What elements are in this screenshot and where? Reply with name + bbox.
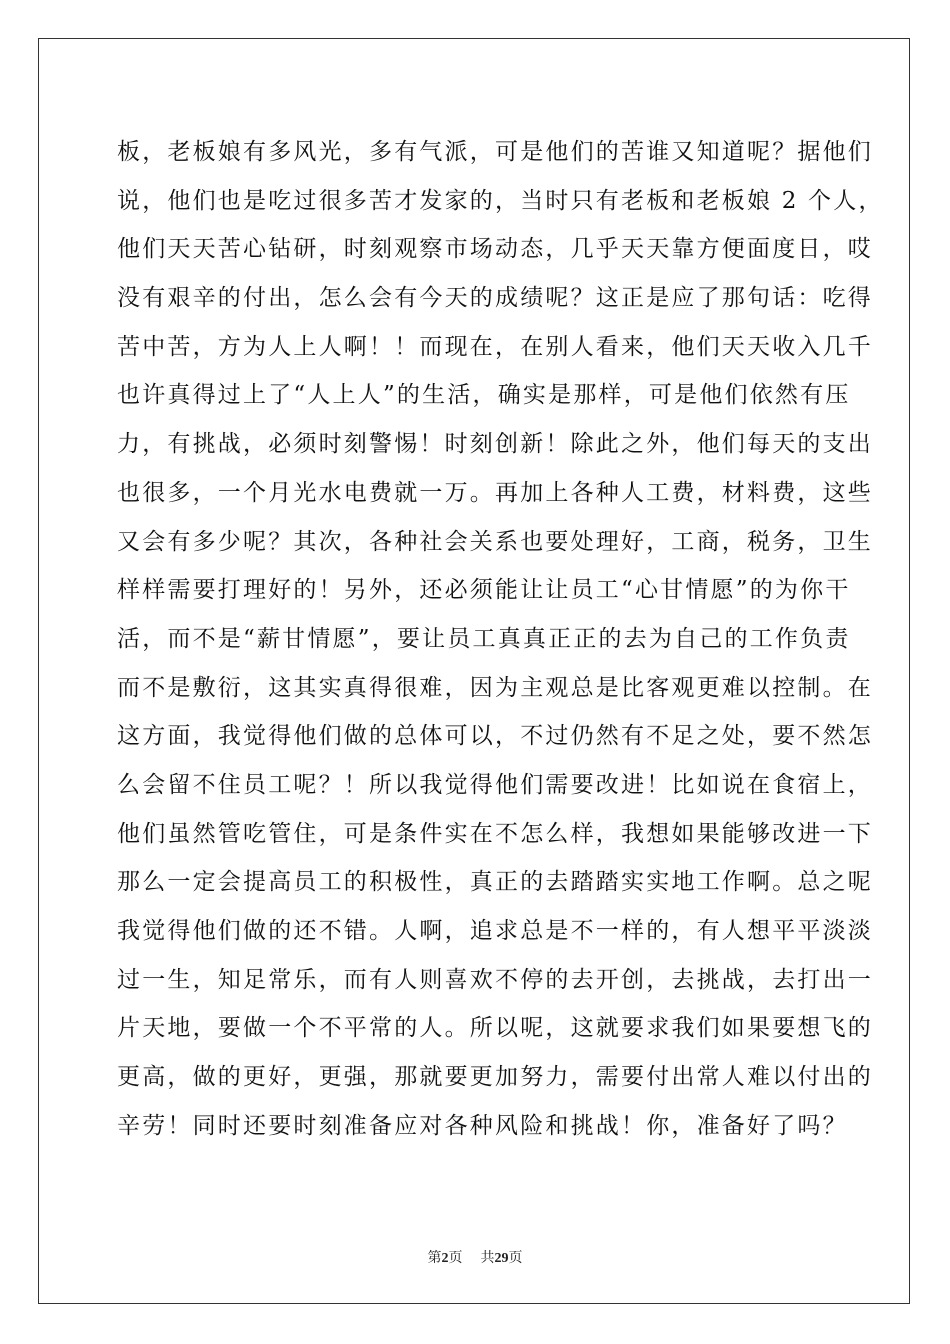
text-line: 他们天天苦心钻研，时刻观察市场动态，几乎天天靠方便面度日，哎 <box>117 236 873 263</box>
page-footer <box>0 1247 950 1267</box>
text-line: 说，他们也是吃过很多苦才发家的，当时只有老板和老板娘 2 个人， <box>117 187 884 214</box>
text-line: 没有艰辛的付出，怎么会有今天的成绩呢？这正是应了那句话：吃得 <box>117 285 873 312</box>
document-body <box>117 128 884 1150</box>
text-line: 片天地，要做一个不平常的人。所以呢，这就要求我们如果要想飞的 <box>117 1015 873 1042</box>
page-number: 2 <box>441 1251 449 1266</box>
page-suffix: 页 <box>448 1251 463 1266</box>
text-line: 这方面，我觉得他们做的总体可以，不过仍然有不足之处，要不然怎 <box>117 723 873 750</box>
page-prefix: 第 <box>427 1251 442 1266</box>
total-suffix: 页 <box>508 1251 523 1266</box>
text-line: 更高，做的更好，更强，那就要更加努力，需要付出常人难以付出的 <box>117 1064 873 1091</box>
text-line: 力，有挑战，必须时刻警惕！时刻创新！除此之外，他们每天的支出 <box>117 431 873 458</box>
text-line: 又会有多少呢？其次，各种社会关系也要处理好，工商，税务，卫生 <box>117 528 873 555</box>
text-line: 苦中苦，方为人上人啊！！而现在，在别人看来，他们天天收入几千 <box>117 333 873 360</box>
text-line: 过一生，知足常乐，而有人则喜欢不停的去开创，去挑战，去打出一 <box>117 966 873 993</box>
text-line: 我觉得他们做的还不错。人啊，追求总是不一样的，有人想平平淡淡 <box>117 918 873 944</box>
text-line: 那么一定会提高员工的积极性，真正的去踏踏实实地工作啊。总之呢 <box>117 869 873 896</box>
total-pages: 29 <box>494 1251 509 1266</box>
text-line: 他们虽然管吃管住，可是条件实在不怎么样，我想如果能够改进一下 <box>117 820 873 847</box>
text-line: 而不是敷衍，这其实真得很难，因为主观总是比客观更难以控制。在 <box>117 674 873 701</box>
text-line: 辛劳！同时还要时刻准备应对各种风险和挑战！你，准备好了吗？ <box>117 1112 848 1139</box>
text-line: 也许真得过上了“人上人”的生活，确实是那样，可是他们依然有压 <box>117 382 851 409</box>
text-line: 也很多，一个月光水电费就一万。再加上各种人工费，材料费，这些 <box>117 479 873 506</box>
text-line: 样样需要打理好的！另外，还必须能让让员工“心甘情愿”的为你干 <box>117 577 851 604</box>
text-line: 活，而不是“薪甘情愿”，要让员工真真正正的去为自己的工作负责 <box>117 625 851 652</box>
total-prefix: 共 <box>480 1251 495 1266</box>
text-line: 板，老板娘有多风光，多有气派，可是他们的苦谁又知道呢？据他们 <box>117 139 873 165</box>
text-line: 么会留不住员工呢？！所以我觉得他们需要改进！比如说在食宿上， <box>117 771 873 798</box>
